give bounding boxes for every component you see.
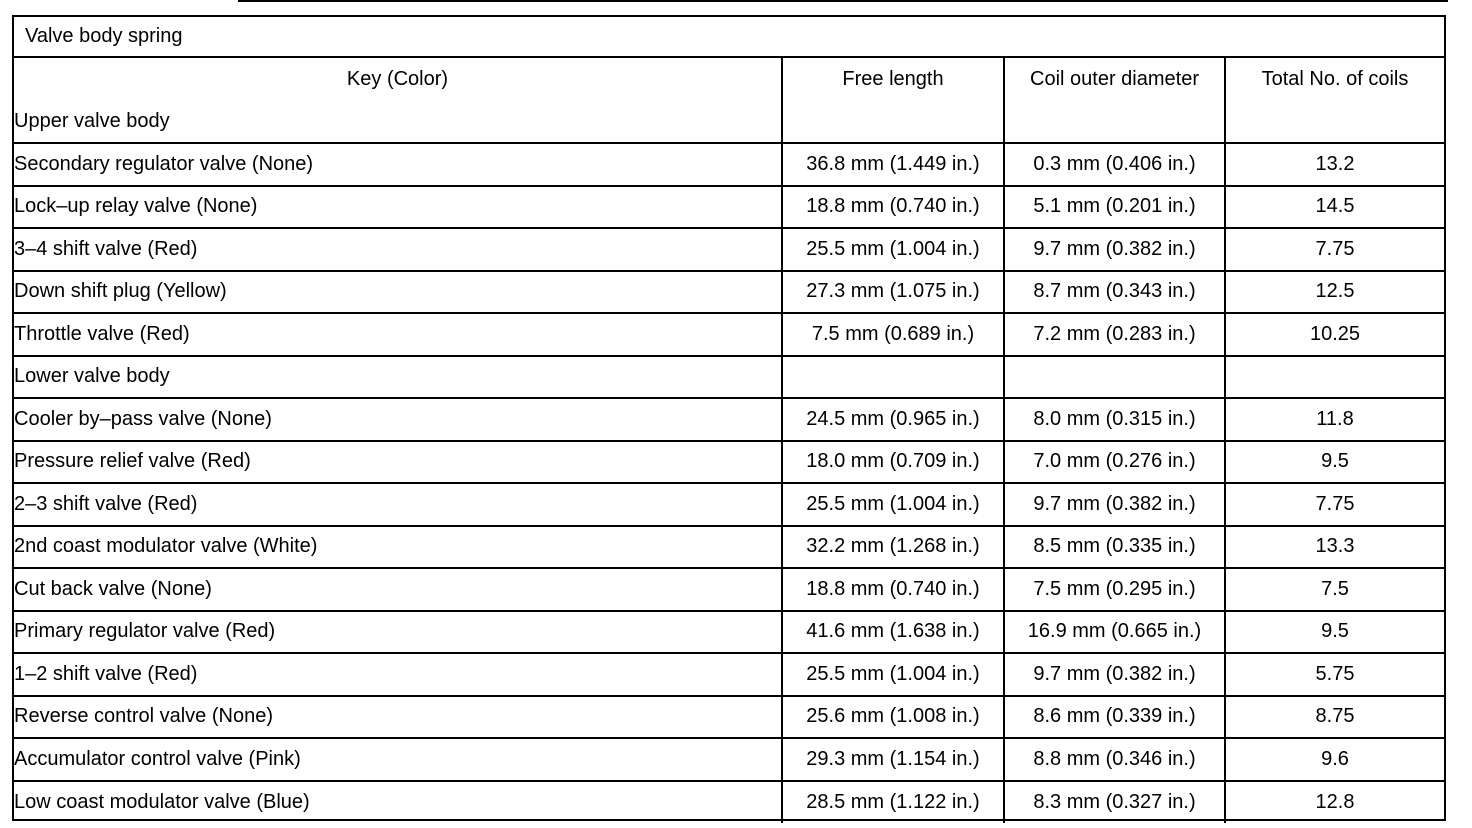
table-row (14, 313, 1444, 356)
empty-cell (1225, 101, 1444, 144)
key-cell: Secondary regulator valve (None) (14, 143, 782, 186)
coil-diameter-cell: 9.7 mm (0.382 in.) (1004, 483, 1225, 526)
section-label: Lower valve body (14, 356, 782, 399)
table-body (14, 101, 1444, 824)
free-length-cell: 29.3 mm (1.154 in.) (782, 738, 1004, 781)
table-row (14, 143, 1444, 186)
coil-diameter-cell: 5.1 mm (0.201 in.) (1004, 186, 1225, 229)
coil-count-cell: 9.5 (1225, 611, 1444, 654)
coil-diameter-cell: 8.7 mm (0.343 in.) (1004, 271, 1225, 314)
coil-diameter-cell: 8.8 mm (0.346 in.) (1004, 738, 1225, 781)
coil-diameter-cell: 7.2 mm (0.283 in.) (1004, 313, 1225, 356)
free-length-cell: 36.8 mm (1.449 in.) (782, 143, 1004, 186)
table-row (14, 483, 1444, 526)
coil-count-cell: 12.5 (1225, 271, 1444, 314)
column-header-coil-diameter: Coil outer diameter (1004, 58, 1225, 101)
empty-cell (1225, 356, 1444, 399)
section-label: Upper valve body (14, 101, 782, 144)
section-row (14, 356, 1444, 399)
spec-table-frame (12, 15, 1446, 821)
free-length-cell: 24.5 mm (0.965 in.) (782, 398, 1004, 441)
coil-count-cell: 13.3 (1225, 526, 1444, 569)
free-length-cell: 25.5 mm (1.004 in.) (782, 483, 1004, 526)
empty-cell (1004, 101, 1225, 144)
column-header-coils: Total No. of coils (1225, 58, 1444, 101)
key-cell: Pressure relief valve (Red) (14, 441, 782, 484)
key-cell: Low coast modulator valve (Blue) (14, 781, 782, 824)
coil-count-cell: 9.6 (1225, 738, 1444, 781)
key-cell: Throttle valve (Red) (14, 313, 782, 356)
key-cell: Lock–up relay valve (None) (14, 186, 782, 229)
free-length-cell: 25.5 mm (1.004 in.) (782, 228, 1004, 271)
coil-count-cell: 9.5 (1225, 441, 1444, 484)
column-header-free-length: Free length (782, 58, 1004, 101)
coil-diameter-cell: 9.7 mm (0.382 in.) (1004, 228, 1225, 271)
coil-count-cell: 11.8 (1225, 398, 1444, 441)
coil-diameter-cell: 9.7 mm (0.382 in.) (1004, 653, 1225, 696)
coil-count-cell: 5.75 (1225, 653, 1444, 696)
table-row (14, 271, 1444, 314)
table-row (14, 653, 1444, 696)
free-length-cell: 18.0 mm (0.709 in.) (782, 441, 1004, 484)
coil-count-cell: 10.25 (1225, 313, 1444, 356)
free-length-cell: 28.5 mm (1.122 in.) (782, 781, 1004, 824)
coil-count-cell: 7.75 (1225, 228, 1444, 271)
key-cell: Cut back valve (None) (14, 568, 782, 611)
coil-count-cell: 14.5 (1225, 186, 1444, 229)
table-title: Valve body spring (14, 17, 1444, 58)
key-cell: Primary regulator valve (Red) (14, 611, 782, 654)
table-row (14, 186, 1444, 229)
key-cell: 3–4 shift valve (Red) (14, 228, 782, 271)
table-row (14, 696, 1444, 739)
table-row (14, 781, 1444, 824)
coil-count-cell: 8.75 (1225, 696, 1444, 739)
table-row (14, 398, 1444, 441)
empty-cell (1004, 356, 1225, 399)
key-cell: 1–2 shift valve (Red) (14, 653, 782, 696)
table-row (14, 228, 1444, 271)
coil-count-cell: 13.2 (1225, 143, 1444, 186)
coil-diameter-cell: 8.6 mm (0.339 in.) (1004, 696, 1225, 739)
coil-diameter-cell: 8.3 mm (0.327 in.) (1004, 781, 1225, 824)
header-row (14, 58, 1444, 101)
empty-cell (782, 101, 1004, 144)
key-cell: Cooler by–pass valve (None) (14, 398, 782, 441)
coil-count-cell: 7.5 (1225, 568, 1444, 611)
empty-cell (782, 356, 1004, 399)
free-length-cell: 7.5 mm (0.689 in.) (782, 313, 1004, 356)
coil-count-cell: 12.8 (1225, 781, 1444, 824)
free-length-cell: 32.2 mm (1.268 in.) (782, 526, 1004, 569)
top-rule (238, 0, 1448, 2)
free-length-cell: 41.6 mm (1.638 in.) (782, 611, 1004, 654)
key-cell: Down shift plug (Yellow) (14, 271, 782, 314)
key-cell: 2nd coast modulator valve (White) (14, 526, 782, 569)
free-length-cell: 25.5 mm (1.004 in.) (782, 653, 1004, 696)
coil-diameter-cell: 0.3 mm (0.406 in.) (1004, 143, 1225, 186)
key-cell: Reverse control valve (None) (14, 696, 782, 739)
table-row (14, 568, 1444, 611)
table-row (14, 441, 1444, 484)
coil-diameter-cell: 8.0 mm (0.315 in.) (1004, 398, 1225, 441)
coil-diameter-cell: 8.5 mm (0.335 in.) (1004, 526, 1225, 569)
free-length-cell: 18.8 mm (0.740 in.) (782, 186, 1004, 229)
section-row (14, 101, 1444, 144)
coil-diameter-cell: 7.5 mm (0.295 in.) (1004, 568, 1225, 611)
free-length-cell: 27.3 mm (1.075 in.) (782, 271, 1004, 314)
spec-table (14, 58, 1444, 823)
coil-count-cell: 7.75 (1225, 483, 1444, 526)
column-header-key: Key (Color) (14, 58, 782, 101)
table-row (14, 738, 1444, 781)
table-row (14, 526, 1444, 569)
coil-diameter-cell: 7.0 mm (0.276 in.) (1004, 441, 1225, 484)
free-length-cell: 25.6 mm (1.008 in.) (782, 696, 1004, 739)
table-row (14, 611, 1444, 654)
coil-diameter-cell: 16.9 mm (0.665 in.) (1004, 611, 1225, 654)
free-length-cell: 18.8 mm (0.740 in.) (782, 568, 1004, 611)
key-cell: 2–3 shift valve (Red) (14, 483, 782, 526)
key-cell: Accumulator control valve (Pink) (14, 738, 782, 781)
